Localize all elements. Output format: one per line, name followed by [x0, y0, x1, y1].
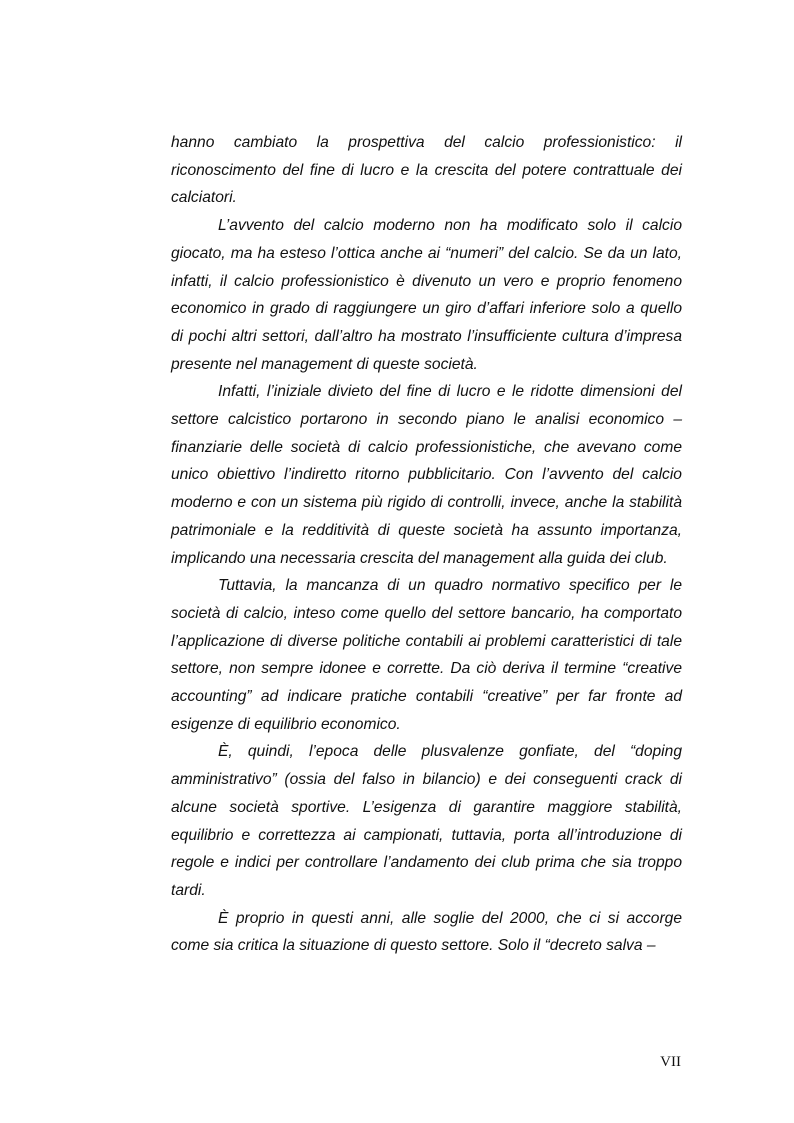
paragraph-2: L’avvento del calcio moderno non ha modificato solo il calcio giocato, ma ha esteso l’ottica anche ai “numeri” del calcio. Se da un lato, infatti, il calcio professionistico è divenuto un vero e proprio fenomeno economico in grado di raggiungere un giro d’affari inferiore solo a quello di pochi altri settori, dall’altro ha mostrato l’insufficiente cultura d’impresa presente nel management di queste società. — [171, 217, 682, 373]
paragraph-6: È proprio in questi anni, alle soglie del 2000, che ci si accorge come sia critica la situazione di questo settore. Solo il “decreto salva – — [171, 909, 682, 955]
paragraph-4: Tuttavia, la mancanza di un quadro normativo specifico per le società di calcio, inteso come quello del settore bancario, ha comportato l’applicazione di diverse politiche contabili ai problemi caratteristici di tale settore, non sempre idonee e corrette. Da ciò deriva il termine “creative accounting” ad indicare pratiche contabili “creative” per far fronte ad esigenze di equilibrio economico. — [171, 577, 682, 733]
body-text — [171, 129, 682, 960]
paragraph-5: È, quindi, l’epoca delle plusvalenze gonfiate, del “doping amministrativo” (ossia del falso in bilancio) e dei conseguenti crack di alcune società sportive. L’esigenza di garantire maggiore stabilità, equilibrio e correttezza ai campionati, tuttavia, porta all’introduzione di regole e indici per controllare l’andamento dei club prima che sia troppo tardi. — [171, 743, 682, 899]
paragraph-3: Infatti, l’iniziale divieto del fine di lucro e le ridotte dimensioni del settore calcistico portarono in secondo piano le analisi economico – finanziarie delle società di calcio professionistiche, che avevano come unico obiettivo l’indiretto ritorno pubblicitario. Con l’avvento del calcio moderno e con un sistema più rigido di controlli, invece, anche la stabilità patrimoniale e la redditività di queste società ha assunto importanza, implicando una necessaria crescita del management alla guida dei club. — [171, 383, 682, 567]
paragraph-1: hanno cambiato la prospettiva del calcio professionistico: il riconoscimento del fine di lucro e la crescita del potere contrattuale dei calciatori. — [171, 134, 682, 207]
page-number: VII — [660, 1054, 681, 1070]
